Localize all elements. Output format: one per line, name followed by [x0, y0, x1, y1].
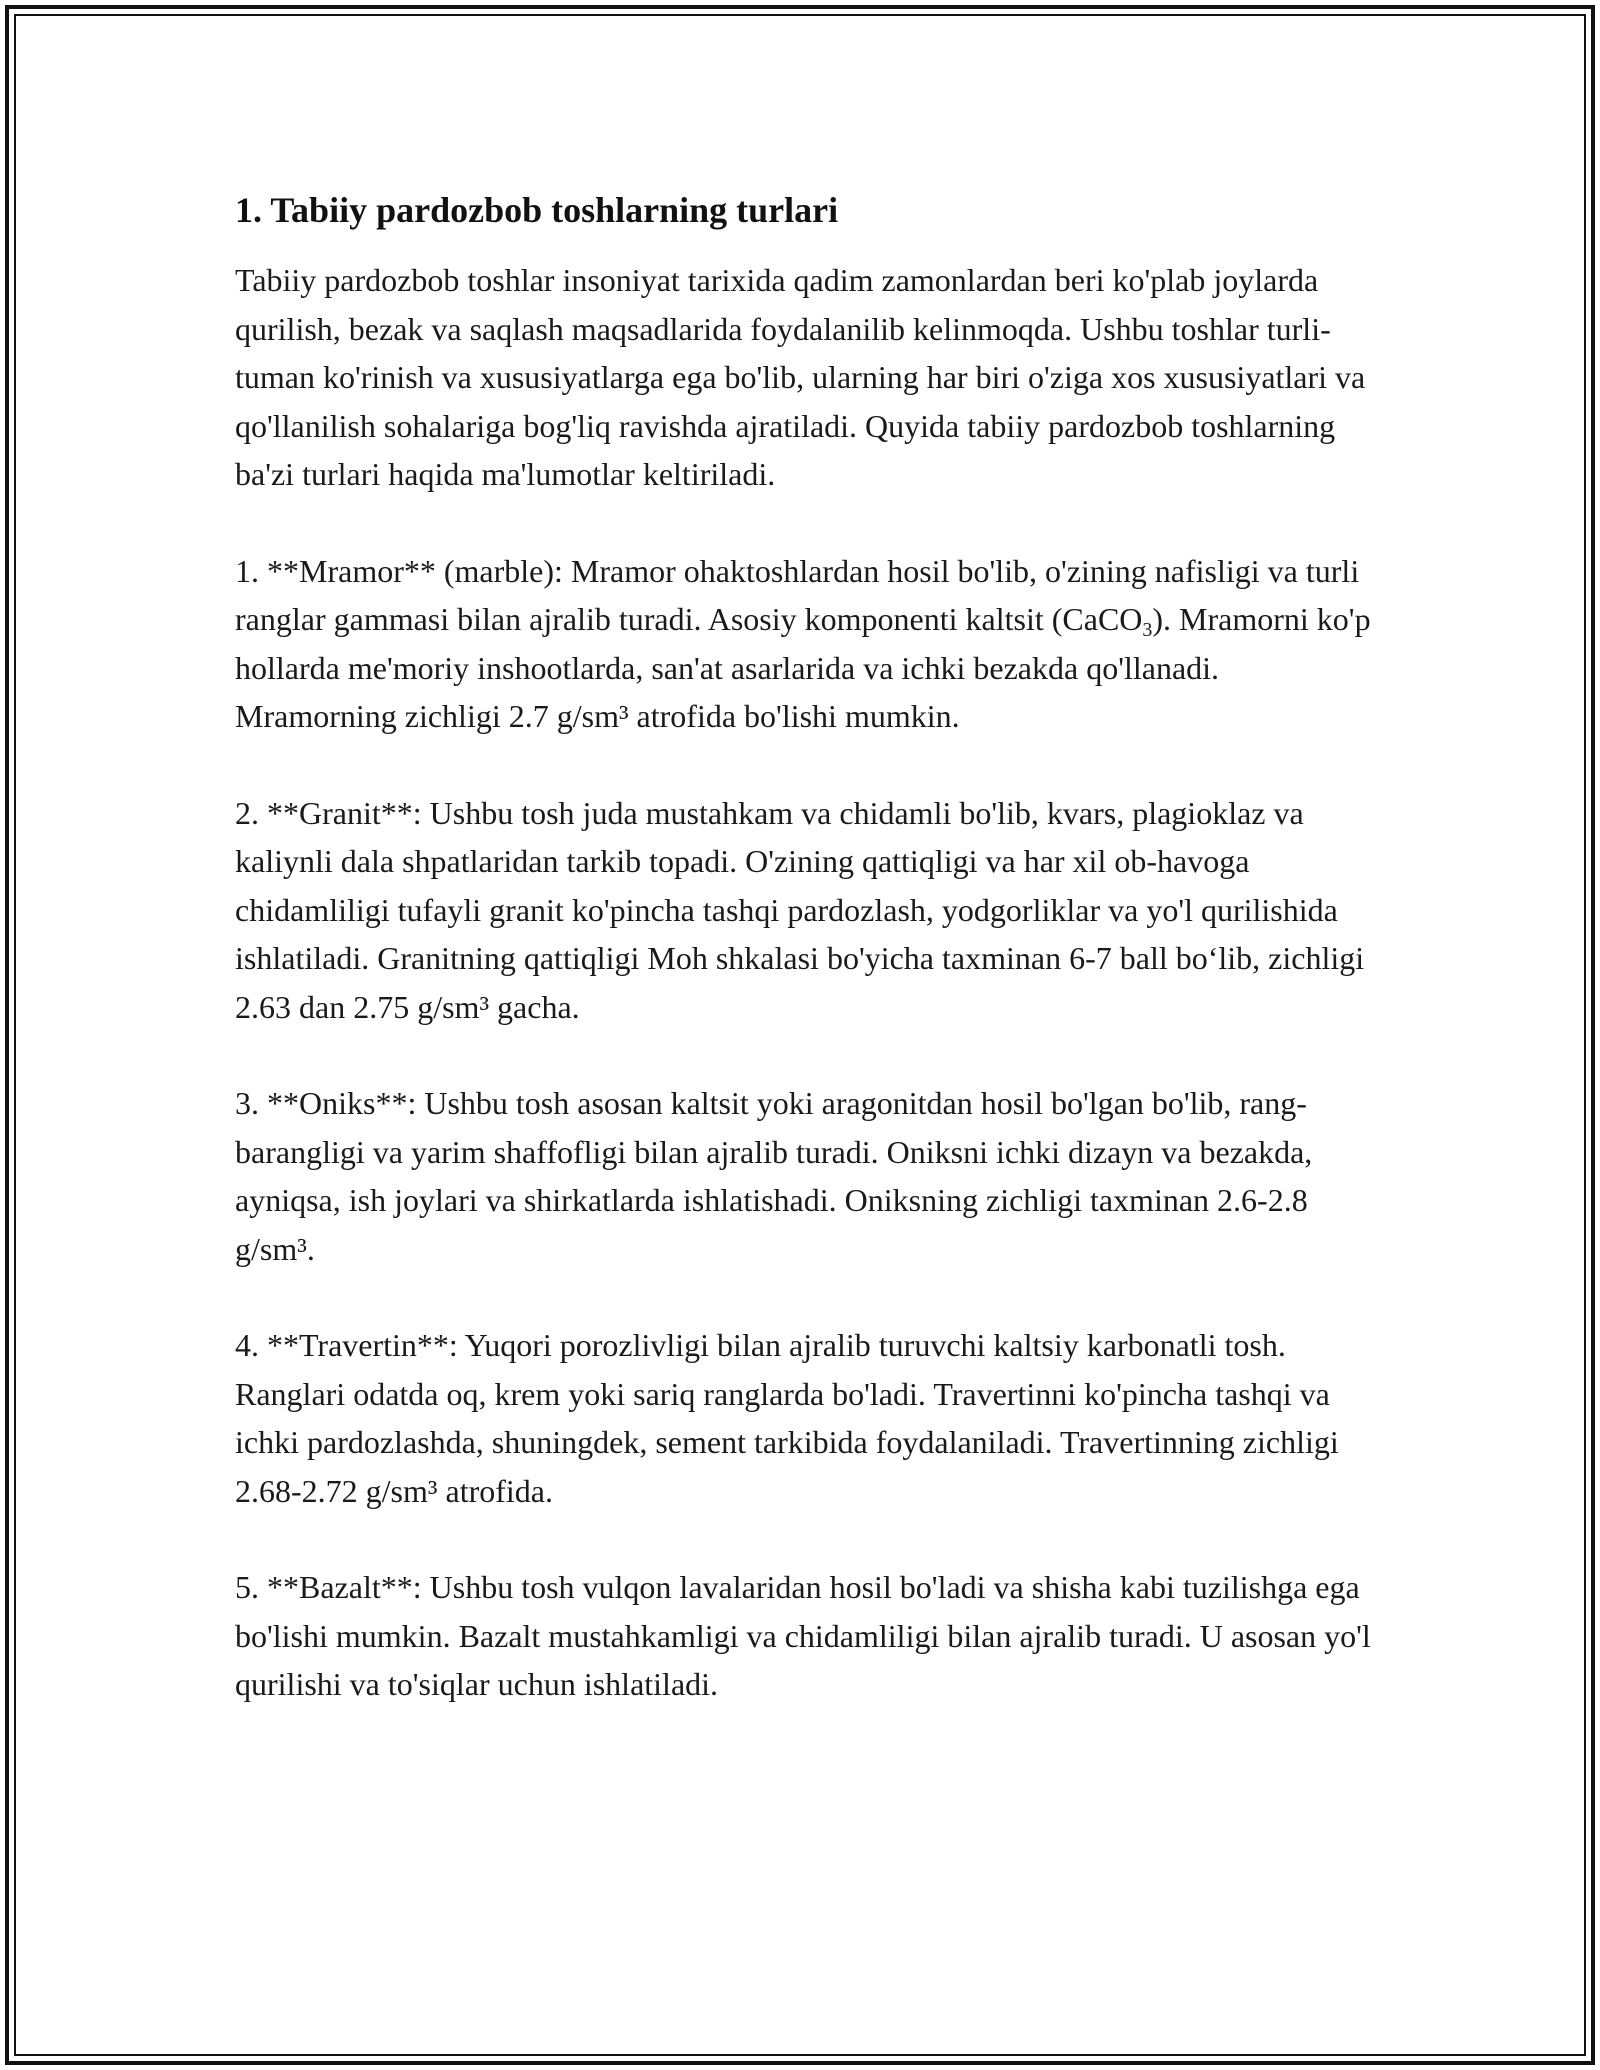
list-item-granite: 2. **Granit**: Ushbu tosh juda mustahkam va chidamli bo'lib, kvars, plagioklaz va kaliynli dala shpatlaridan tarkib topadi. O'zining qattiqligi va har xil ob-havoga chidamliligi tufayli granit ko'pincha tashqi pardozlash, yodgorliklar va yo'l qurilishida ishlatiladi. Granitning qattiqligi Moh shkalasi bo'yicha taxminan 6-7 ball bo‘lib, zichligi 2.63 dan 2.75 g/sm³ gacha. [235, 794, 1365, 1025]
intro-paragraph: Tabiiy pardozbob toshlar insoniyat tarixida qadim zamonlardan beri ko'plab joylarda qurilish, bezak va saqlash maqsadlarida foydalanilib kelinmoqda. Ushbu toshlar turli-tuman ko'rinish va xususiyatlarga ega bo'lib, ularning har biri o'ziga xos xususiyatlari va qo'llanilish sohalariga bog'liq ravishda ajratiladi. Quyida tabiiy pardozbob toshlarning ba'zi turlari haqida ma'lumotlar keltiriladi. [235, 262, 1366, 492]
list-item-marble [235, 547, 1375, 741]
section-heading: 1. Tabiiy pardozbob toshlarning turlari [235, 190, 839, 230]
list-item-travertine: 4. **Travertin**: Yuqori porozlivligi bilan ajralib turuvchi kaltsiy karbonatli tosh. Ranglari odatda oq, krem yoki sariq ranglarda bo'ladi. Travertinni ko'pincha tashqi va ichki pardozlashda, shuningdek, sement tarkibida foydalaniladi. Travertinning zichligi 2.68-2.72 g/sm³ atrofida. [235, 1327, 1339, 1509]
list-item-basalt: 5. **Bazalt**: Ushbu tosh vulqon lavalaridan hosil bo'ladi va shisha kabi tuzilishga ega bo'lishi mumkin. Bazalt mustahkamligi va chidamliligi bilan ajralib turadi. U asosan yo'l qurilishi va to'siqlar uchun ishlatiladi. [235, 1569, 1371, 1702]
chemical-subscript: 3 [1142, 619, 1153, 641]
marble-text-end: ). Mramorni ko'p hollarda me'moriy inshootlarda, san'at asarlarida va ichki bezakda qo'llanadi. Mramorning zichligi 2.7 g/sm³ atrofida bo'lishi mumkin. [235, 601, 1371, 734]
marble-text-start: 1. **Mramor** (marble): Mramor ohaktoshlardan hosil bo'lib, o'zining nafisligi va turli ranglar gammasi bilan ajralib turadi. Asosiy komponenti kaltsit (CaCO [235, 552, 1360, 637]
list-item-onyx: 3. **Oniks**: Ushbu tosh asosan kaltsit yoki aragonitdan hosil bo'lgan bo'lib, rang-barangligi va yarim shaffofligi bilan ajralib turadi. Oniksni ichki dizayn va bezakda, ayniqsa, ish joylari va shirkatlarda ishlatishadi. Oniksning zichligi taxminan 2.6-2.8 g/sm³. [235, 1085, 1313, 1267]
document-body [235, 186, 1375, 1757]
